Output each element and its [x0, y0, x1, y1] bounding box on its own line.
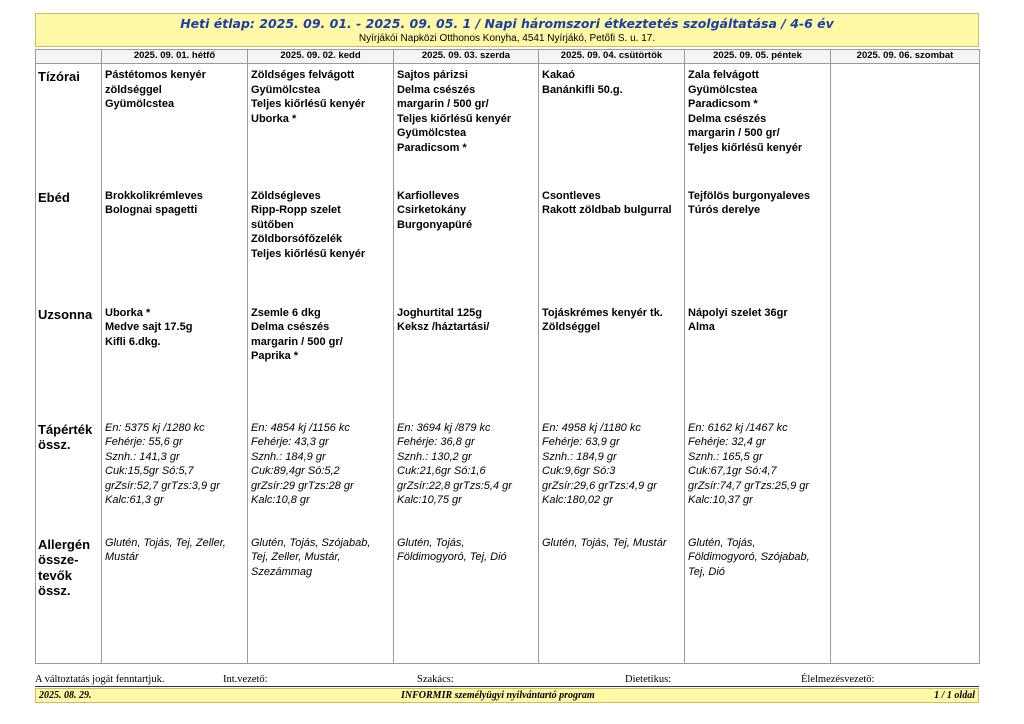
menu-cell-tuesday: Zöldségleves Ripp-Ropp szelet sütőben Zöldborsófőzelék Teljes kiőrlésű kenyér: [248, 185, 394, 302]
menu-cell-saturday: [831, 64, 980, 185]
menu-cell-saturday: [831, 185, 980, 302]
menu-cell-tuesday: Zöldséges felvágott Gyümölcstea Teljes kiőrlésű kenyér Uborka *: [248, 64, 394, 185]
allergen-cell-thursday: Glutén, Tojás, Tej, Mustár: [539, 532, 685, 664]
signature-divider: [35, 686, 979, 687]
int-vezeto-label: Int.vezető:: [223, 674, 268, 685]
menu-cell-thursday: Tojáskrémes kenyér tk. Zöldséggel: [539, 302, 685, 417]
menu-cell-friday: Nápolyi szelet 36gr Alma: [685, 302, 831, 417]
day-header-friday: 2025. 09. 05. péntek: [685, 50, 831, 64]
allergen-cell-tuesday: Glutén, Tojás, Szójabab, Tej, Zeller, Mustár, Szezámmag: [248, 532, 394, 664]
menu-cell-tuesday: Zsemle 6 dkg Delma csészés margarin / 500 gr/ Paprika *: [248, 302, 394, 417]
program-name: INFORMIR személyügyi nyilvántartó program: [401, 690, 595, 701]
menu-cell-wednesday: Joghurtital 125g Keksz /háztartási/: [394, 302, 539, 417]
row-label: Tápérték össz.: [36, 417, 102, 532]
day-header-tuesday: 2025. 09. 02. kedd: [248, 50, 394, 64]
meal-row-ebed: [36, 185, 980, 302]
row-label: Uzsonna: [36, 302, 102, 417]
rights-reserved-note: A változtatás jogát fenntartjuk.: [35, 674, 165, 685]
elelmezesvezeto-label: Élelmezésvezető:: [801, 674, 875, 685]
weekly-menu-table: [35, 49, 980, 664]
menu-cell-saturday: [831, 302, 980, 417]
allergen-row: [36, 532, 980, 664]
footer-bar: [35, 688, 979, 703]
row-label: Allergén össze- tevők össz.: [36, 532, 102, 664]
menu-cell-monday: Brokkolikrémleves Bolognai spagetti: [102, 185, 248, 302]
menu-cell-thursday: Kakaó Banánkifli 50.g.: [539, 64, 685, 185]
menu-cell-wednesday: Karfiolleves Csirketokány Burgonyapüré: [394, 185, 539, 302]
allergen-cell-wednesday: Glutén, Tojás, Földimogyoró, Tej, Dió: [394, 532, 539, 664]
menu-cell-wednesday: Sajtos párizsi Delma csészés margarin / 500 gr/ Teljes kiőrlésű kenyér Gyümölcstea Paradicsom *: [394, 64, 539, 185]
dietetikus-label: Dietetikus:: [625, 674, 672, 685]
allergen-cell-friday: Glutén, Tojás, Földimogyoró, Szójabab, Tej, Dió: [685, 532, 831, 664]
nutrition-row: [36, 417, 980, 532]
page-number: 1 / 1 oldal: [934, 690, 975, 701]
day-header-wednesday: 2025. 09. 03. szerda: [394, 50, 539, 64]
title-banner: [35, 13, 979, 47]
row-label: Tízórai: [36, 64, 102, 185]
menu-cell-monday: Pástétomos kenyér zöldséggel Gyümölcstea: [102, 64, 248, 185]
menu-title: Heti étlap: 2025. 09. 01. - 2025. 09. 05. 1 / Napi háromszori étkeztetés szolgáltatása / 4-6 év: [180, 16, 834, 31]
allergen-cell-monday: Glutén, Tojás, Tej, Zeller, Mustár: [102, 532, 248, 664]
nutrition-cell-friday: En: 6162 kj /1467 kc Fehérje: 32,4 gr Sznh.: 165,5 gr Cuk:67,1gr Só:4,7 grZsír:74,7 grTzs:25,9 gr Kalc:10,37 gr: [685, 417, 831, 532]
nutrition-cell-saturday: [831, 417, 980, 532]
day-header-thursday: 2025. 09. 04. csütörtök: [539, 50, 685, 64]
menu-cell-monday: Uborka * Medve sajt 17.5g Kifli 6.dkg.: [102, 302, 248, 417]
print-date: 2025. 08. 29.: [39, 690, 92, 701]
szakacs-label: Szakács:: [417, 674, 454, 685]
day-header-row: [36, 50, 980, 64]
meal-row-tizorai: [36, 64, 980, 185]
day-header-monday: 2025. 09. 01. hétfő: [102, 50, 248, 64]
meal-row-uzsonna: [36, 302, 980, 417]
signature-row: [35, 674, 979, 686]
kitchen-address: Nyírjákói Napközi Otthonos Konyha, 4541 Nyírjákó, Petőfi S. u. 17.: [358, 33, 656, 44]
nutrition-cell-wednesday: En: 3694 kj /879 kc Fehérje: 36,8 gr Sznh.: 130,2 gr Cuk:21,6gr Só:1,6 grZsír:22,8 grTzs:5,4 gr Kalc:10,75 gr: [394, 417, 539, 532]
nutrition-cell-monday: En: 5375 kj /1280 kc Fehérje: 55,6 gr Sznh.: 141,3 gr Cuk:15,5gr Só:5,7 grZsír:52,7 grTzs:3,9 gr Kalc:61,3 gr: [102, 417, 248, 532]
corner-cell: [36, 50, 102, 64]
menu-cell-friday: Zala felvágott Gyümölcstea Paradicsom * Delma csészés margarin / 500 gr/ Teljes kiőrlésű kenyér: [685, 64, 831, 185]
menu-cell-friday: Tejfölös burgonyaleves Túrós derelye: [685, 185, 831, 302]
nutrition-cell-tuesday: En: 4854 kj /1156 kc Fehérje: 43,3 gr Sznh.: 184,9 gr Cuk:89,4gr Só:5,2 grZsír:29 grTzs:28 gr Kalc:10,8 gr: [248, 417, 394, 532]
allergen-cell-saturday: [831, 532, 980, 664]
menu-cell-thursday: Csontleves Rakott zöldbab bulgurral: [539, 185, 685, 302]
nutrition-cell-thursday: En: 4958 kj /1180 kc Fehérje: 63,9 gr Sznh.: 184,9 gr Cuk:9,6gr Só:3 grZsír:29,6 grTzs:4,9 gr Kalc:180,02 gr: [539, 417, 685, 532]
day-header-saturday: 2025. 09. 06. szombat: [831, 50, 980, 64]
row-label: Ebéd: [36, 185, 102, 302]
